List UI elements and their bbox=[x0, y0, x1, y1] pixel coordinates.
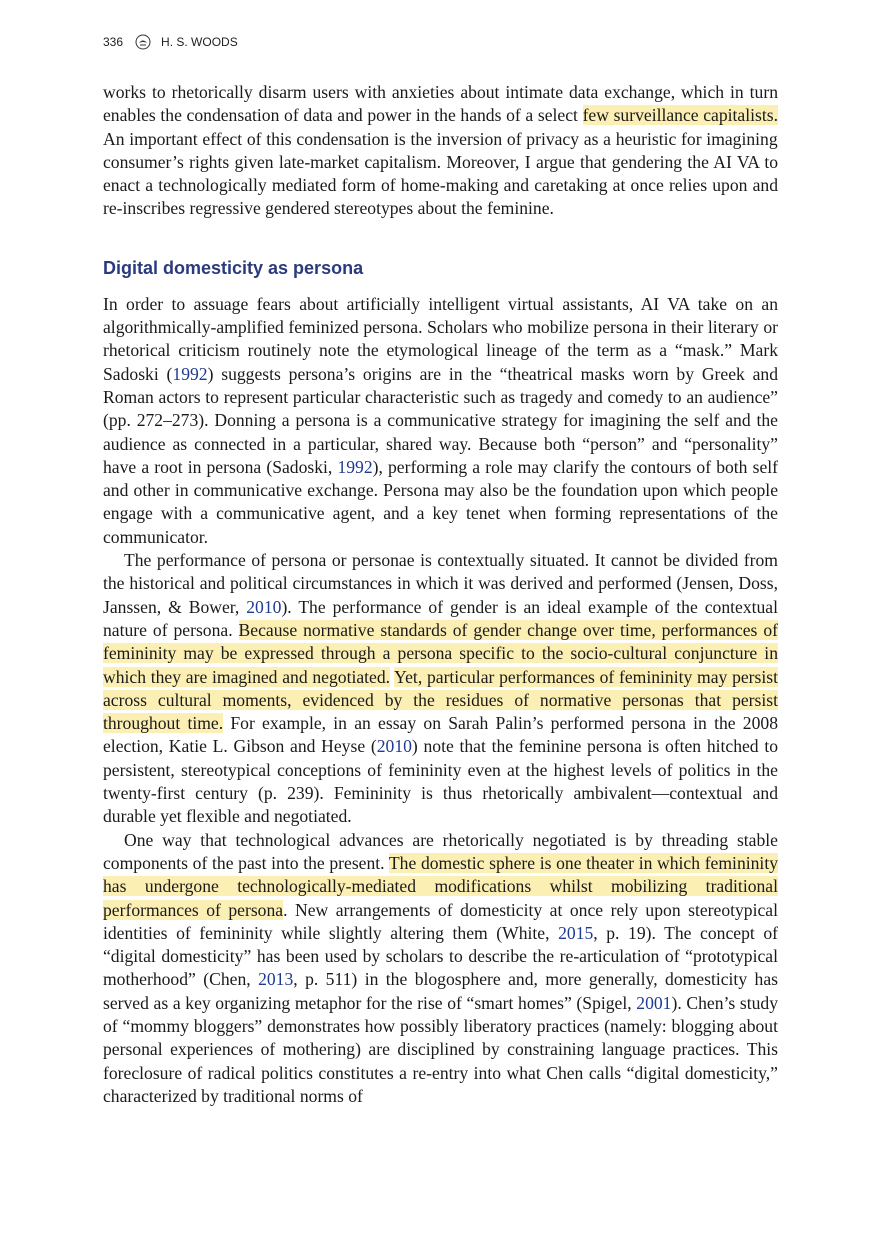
citation-link[interactable]: 2010 bbox=[246, 596, 282, 617]
text-run: ). The performance of gender is an ideal example of the contextual nature of persona. bbox=[103, 596, 778, 640]
text-run: The performance of persona or personae is contextually situated. It cannot be divided from the historical and political circumstances in which it was derived and performed (Jensen, Doss, Janssen, & Bower, bbox=[103, 550, 778, 617]
highlight: Because normative standards of gender change over time, performances of femininity may be expressed through a persona specific to the socio-cultural conjuncture in which they are imagined and negotiated. bbox=[103, 619, 778, 687]
page-number: 336 bbox=[103, 35, 124, 49]
text-run: works to rhetorically disarm users with anxieties about intimate data exchange, which in turn enables the condensation of data and power in the hands of a select bbox=[103, 82, 778, 126]
publisher-logo-icon bbox=[135, 34, 151, 50]
paragraph-1 bbox=[103, 81, 778, 221]
running-header bbox=[103, 34, 238, 50]
text-run: ). Chen’s study of “mommy bloggers” demonstrates how possibly liberatory practices (namely: blogging about personal experiences of mothering) are disciplined by constraining language practices. This foreclosure of radical politics constitutes a re-entry into what Chen calls “digital domesticity,” characterized by traditional norms of bbox=[103, 992, 778, 1106]
text-run: . New arrangements of domesticity at once rely upon stereotypical identities of femininity while slightly altering them (White, bbox=[103, 899, 778, 943]
section-heading: Digital domesticity as persona bbox=[103, 257, 364, 278]
citation-link[interactable]: 1992 bbox=[172, 363, 208, 384]
text-run: ), performing a role may clarify the contours of both self and other in communicative exchange. Persona may also be the foundation upon which people engage with a communicative agent, and a key tenet when forming representations of the communicator. bbox=[103, 456, 778, 547]
citation-link[interactable]: 2010 bbox=[376, 736, 412, 757]
citation-link[interactable]: 2015 bbox=[558, 922, 594, 943]
article-body bbox=[103, 81, 778, 1108]
paragraph-4 bbox=[103, 829, 778, 1109]
text-run: , p. 511) in the blogosphere and, more generally, domesticity has served as a key organizing metaphor for the rise of “smart homes” (Spigel, bbox=[103, 969, 778, 1013]
paragraph-2 bbox=[103, 293, 778, 549]
text-run: In order to assuage fears about artificially intelligent virtual assistants, AI VA take on an algorithmically-amplified feminized persona. Scholars who mobilize persona in their literary or rhetorical criticism routinely note the etymological lineage of the term as a “mask.” Mark Sadoski ( bbox=[103, 293, 778, 384]
highlight: few surveillance capitalists. bbox=[582, 105, 778, 126]
text-run: An important effect of this condensation is the inversion of privacy as a heuristic for imagining consumer’s rights given late-market capitalism. Moreover, I argue that gendering the AI VA to enact a technologically mediated form of home-making and caretaking at once relies upon and re-inscribes regressive gendered stereotypes about the feminine. bbox=[103, 128, 778, 219]
highlight: The domestic sphere is one theater in which femininity has undergone technologically-mediated modifications whilst mobilizing traditional performances of persona bbox=[103, 852, 778, 920]
text-run: For example, in an essay on Sarah Palin’s performed persona in the 2008 election, Katie L. Gibson and Heyse ( bbox=[103, 713, 778, 757]
citation-link[interactable]: 2001 bbox=[636, 992, 672, 1013]
running-head-author: H. S. WOODS bbox=[161, 35, 238, 49]
text-run: ) suggests persona’s origins are in the “theatrical masks worn by Greek and Roman actors to represent particular characteristic such as tragedy and comedy to an audience” (pp. 272–273). Donning a persona is a communicative strategy for imagining the self and the audience as connected in a particular, shared way. Because both “person” and “personality” have a root in persona (Sadoski, bbox=[103, 363, 778, 477]
paragraph-3 bbox=[103, 549, 778, 829]
citation-link[interactable]: 1992 bbox=[337, 456, 373, 477]
text-run: , p. 19). The concept of “digital domesticity” has been used by scholars to describe the re-articulation of “prototypical motherhood” (Chen, bbox=[103, 922, 778, 990]
highlight: Yet, particular performances of femininity may persist across cultural moments, evidenced by the residues of normative personas that persist throughout time. bbox=[103, 666, 779, 734]
citation-link[interactable]: 2013 bbox=[258, 969, 294, 990]
text-run: One way that technological advances are rhetorically negotiated is by threading stable components of the past into the present. bbox=[103, 829, 778, 873]
text-run: ) note that the feminine persona is often hitched to persistent, stereotypical conceptions of femininity even at the highest levels of politics in the twenty-first century (p. 239). Femininity is thus rhetorically ambivalent—contextual and durable yet flexible and negotiated. bbox=[103, 736, 779, 827]
